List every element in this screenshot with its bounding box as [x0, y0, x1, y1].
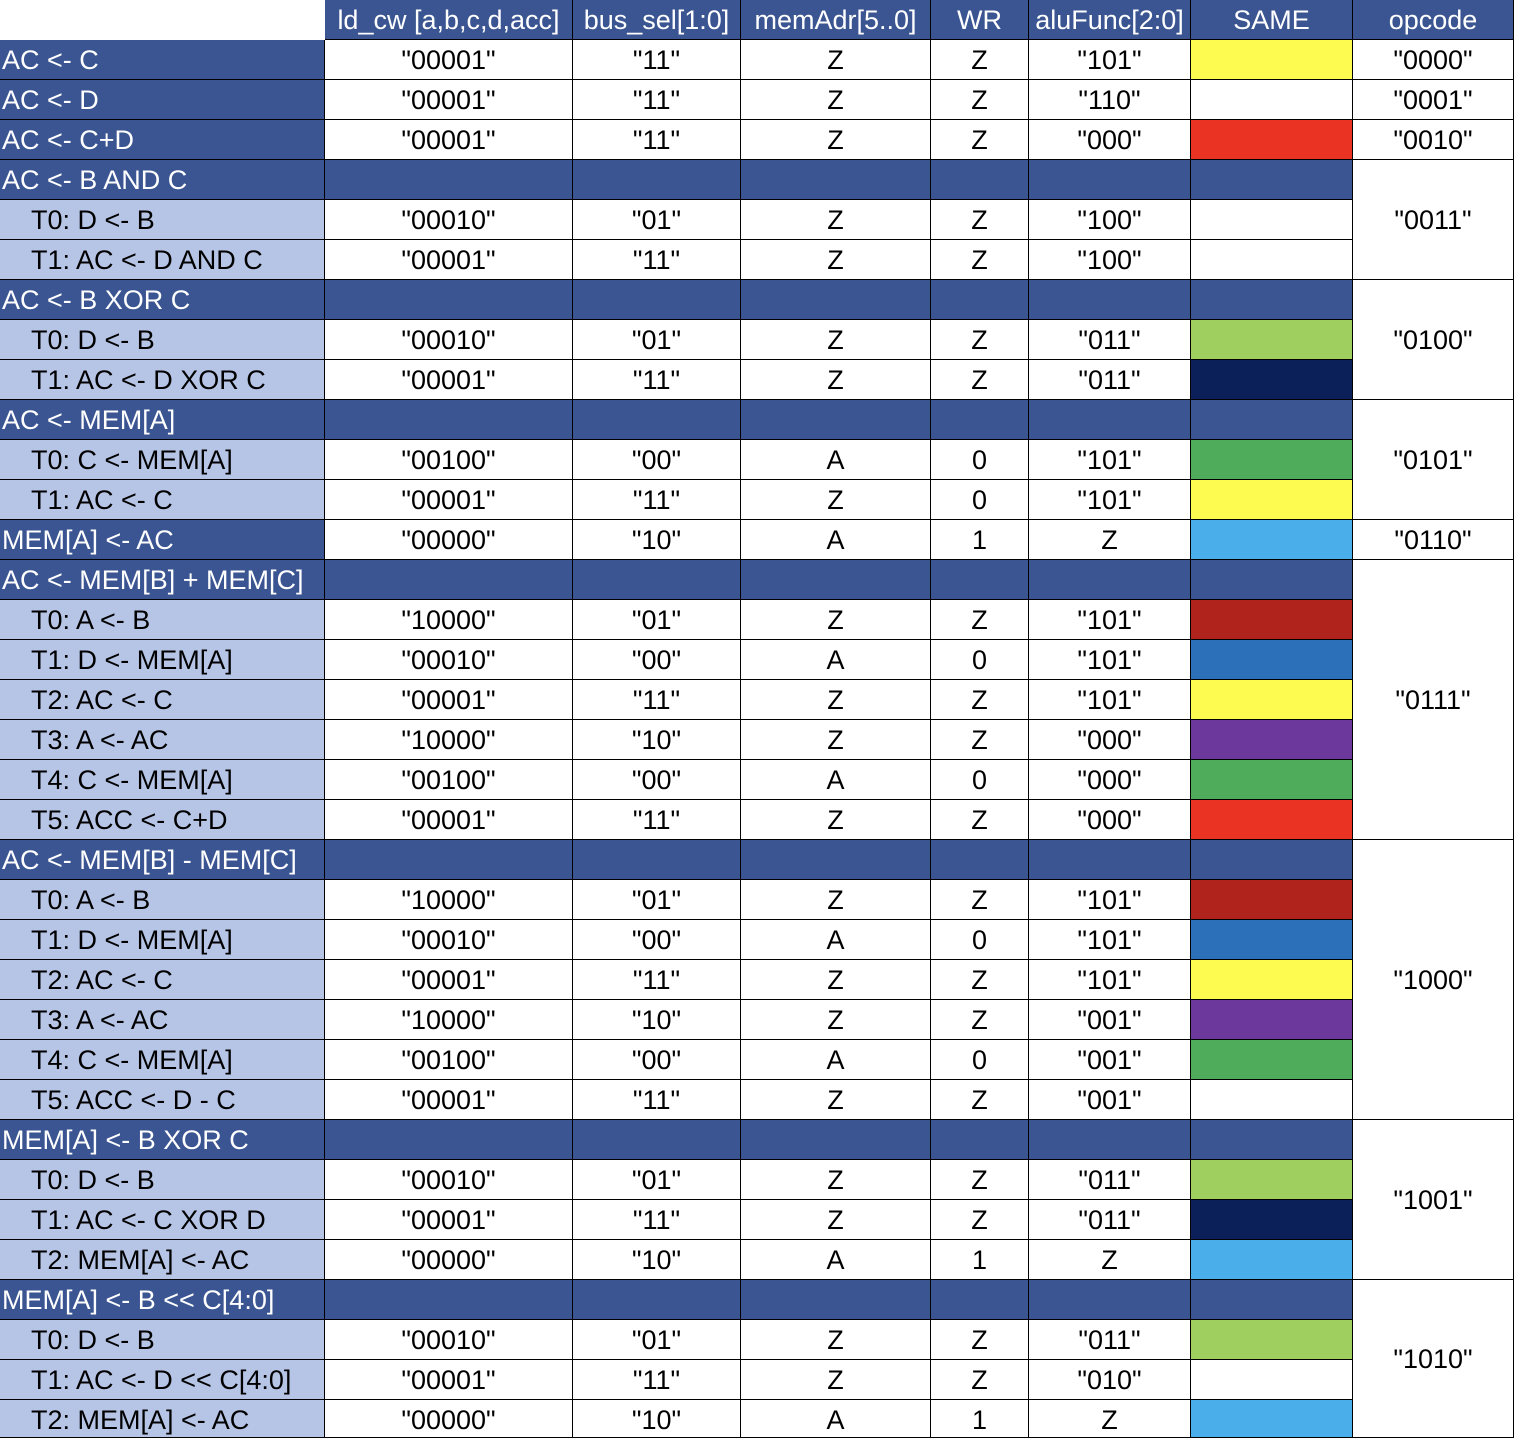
same-color-swatch [1191, 800, 1353, 840]
bus-sel-value: "11" [573, 1360, 741, 1400]
alu-func-value: Z [1029, 1400, 1191, 1438]
column-header-2: bus_sel[1:0] [573, 0, 741, 40]
mem-adr-value: A [741, 1400, 931, 1438]
ld-cw-value: "10000" [325, 880, 573, 920]
section-bar [1029, 1120, 1191, 1160]
section-bar [741, 560, 931, 600]
opcode-value: "0011" [1353, 160, 1514, 280]
section-bar [573, 160, 741, 200]
alu-func-value: "010" [1029, 1360, 1191, 1400]
section-bar [1191, 280, 1353, 320]
ld-cw-value: "00001" [325, 40, 573, 80]
wr-value: 0 [931, 1040, 1029, 1080]
same-color-swatch [1191, 1320, 1353, 1360]
section-bar [325, 560, 573, 600]
alu-func-value: "011" [1029, 320, 1191, 360]
step-label: T2: MEM[A] <- AC [0, 1400, 325, 1438]
mem-adr-value: Z [741, 1080, 931, 1120]
mem-adr-value: Z [741, 120, 931, 160]
alu-func-value: "000" [1029, 760, 1191, 800]
section-bar [325, 160, 573, 200]
same-color-swatch [1191, 80, 1353, 120]
mem-adr-value: Z [741, 1000, 931, 1040]
section-bar [1191, 1120, 1353, 1160]
step-label: T5: ACC <- D - C [0, 1080, 325, 1120]
bus-sel-value: "00" [573, 640, 741, 680]
mem-adr-value: A [741, 1240, 931, 1280]
ld-cw-value: "00001" [325, 80, 573, 120]
mem-adr-value: Z [741, 320, 931, 360]
bus-sel-value: "11" [573, 680, 741, 720]
opcode-value: "0111" [1353, 560, 1514, 840]
instruction-label: AC <- D [0, 80, 325, 120]
ld-cw-value: "00010" [325, 920, 573, 960]
ld-cw-value: "00010" [325, 200, 573, 240]
step-label: T2: AC <- C [0, 680, 325, 720]
step-label: T0: C <- MEM[A] [0, 440, 325, 480]
step-label: T0: D <- B [0, 200, 325, 240]
same-color-swatch [1191, 680, 1353, 720]
bus-sel-value: "10" [573, 1000, 741, 1040]
bus-sel-value: "11" [573, 800, 741, 840]
section-bar [1029, 280, 1191, 320]
instruction-label: AC <- C [0, 40, 325, 80]
ld-cw-value: "00010" [325, 1160, 573, 1200]
section-bar [931, 280, 1029, 320]
alu-func-value: "101" [1029, 480, 1191, 520]
column-header-5: aluFunc[2:0] [1029, 0, 1191, 40]
section-bar [325, 280, 573, 320]
section-bar [931, 560, 1029, 600]
alu-func-value: "101" [1029, 920, 1191, 960]
mem-adr-value: A [741, 640, 931, 680]
mem-adr-value: Z [741, 960, 931, 1000]
same-color-swatch [1191, 360, 1353, 400]
ld-cw-value: "00001" [325, 1360, 573, 1400]
ld-cw-value: "00001" [325, 680, 573, 720]
section-bar [1191, 400, 1353, 440]
same-color-swatch [1191, 1080, 1353, 1120]
bus-sel-value: "11" [573, 40, 741, 80]
opcode-value: "0001" [1353, 80, 1514, 120]
wr-value: Z [931, 240, 1029, 280]
ld-cw-value: "10000" [325, 1000, 573, 1040]
bus-sel-value: "11" [573, 240, 741, 280]
alu-func-value: "000" [1029, 800, 1191, 840]
ld-cw-value: "00001" [325, 240, 573, 280]
bus-sel-value: "11" [573, 960, 741, 1000]
step-label: T1: AC <- C [0, 480, 325, 520]
mem-adr-value: Z [741, 1200, 931, 1240]
wr-value: Z [931, 1000, 1029, 1040]
same-color-swatch [1191, 520, 1353, 560]
mem-adr-value: Z [741, 800, 931, 840]
opcode-value: "1001" [1353, 1120, 1514, 1280]
alu-func-value: "101" [1029, 680, 1191, 720]
bus-sel-value: "11" [573, 80, 741, 120]
section-bar [1029, 1280, 1191, 1320]
ld-cw-value: "00000" [325, 520, 573, 560]
ld-cw-value: "00001" [325, 120, 573, 160]
section-bar [931, 160, 1029, 200]
bus-sel-value: "01" [573, 880, 741, 920]
ld-cw-value: "00001" [325, 360, 573, 400]
mem-adr-value: A [741, 440, 931, 480]
wr-value: Z [931, 1080, 1029, 1120]
ld-cw-value: "10000" [325, 600, 573, 640]
section-bar [325, 1120, 573, 1160]
ld-cw-value: "00001" [325, 480, 573, 520]
wr-value: Z [931, 40, 1029, 80]
section-bar [325, 1280, 573, 1320]
ld-cw-value: "00001" [325, 1080, 573, 1120]
section-bar [741, 1120, 931, 1160]
ld-cw-value: "10000" [325, 720, 573, 760]
section-bar [325, 400, 573, 440]
opcode-value: "0110" [1353, 520, 1514, 560]
alu-func-value: "101" [1029, 440, 1191, 480]
same-color-swatch [1191, 200, 1353, 240]
step-label: T0: A <- B [0, 880, 325, 920]
same-color-swatch [1191, 1400, 1353, 1438]
ld-cw-value: "00000" [325, 1400, 573, 1438]
ld-cw-value: "00100" [325, 760, 573, 800]
alu-func-value: "101" [1029, 600, 1191, 640]
mem-adr-value: Z [741, 40, 931, 80]
wr-value: Z [931, 360, 1029, 400]
same-color-swatch [1191, 1240, 1353, 1280]
mem-adr-value: Z [741, 680, 931, 720]
wr-value: Z [931, 880, 1029, 920]
ld-cw-value: "00100" [325, 440, 573, 480]
wr-value: Z [931, 1200, 1029, 1240]
section-bar [1029, 560, 1191, 600]
section-bar [1029, 400, 1191, 440]
bus-sel-value: "11" [573, 480, 741, 520]
wr-value: 0 [931, 440, 1029, 480]
bus-sel-value: "11" [573, 360, 741, 400]
mem-adr-value: A [741, 920, 931, 960]
same-color-swatch [1191, 640, 1353, 680]
wr-value: Z [931, 600, 1029, 640]
wr-value: 0 [931, 640, 1029, 680]
ld-cw-value: "00010" [325, 640, 573, 680]
alu-func-value: "100" [1029, 240, 1191, 280]
bus-sel-value: "00" [573, 1040, 741, 1080]
mem-adr-value: Z [741, 600, 931, 640]
bus-sel-value: "11" [573, 1080, 741, 1120]
mem-adr-value: Z [741, 1160, 931, 1200]
wr-value: Z [931, 1360, 1029, 1400]
step-label: T1: D <- MEM[A] [0, 640, 325, 680]
same-color-swatch [1191, 880, 1353, 920]
section-bar [931, 400, 1029, 440]
ld-cw-value: "00001" [325, 960, 573, 1000]
section-bar [931, 1120, 1029, 1160]
step-label: T1: D <- MEM[A] [0, 920, 325, 960]
step-label: T2: MEM[A] <- AC [0, 1240, 325, 1280]
same-color-swatch [1191, 320, 1353, 360]
step-label: T1: AC <- D XOR C [0, 360, 325, 400]
wr-value: Z [931, 720, 1029, 760]
bus-sel-value: "10" [573, 1240, 741, 1280]
alu-func-value: "011" [1029, 1320, 1191, 1360]
step-label: T3: A <- AC [0, 720, 325, 760]
alu-func-value: "000" [1029, 120, 1191, 160]
wr-value: 1 [931, 1400, 1029, 1438]
ld-cw-value: "00001" [325, 1200, 573, 1240]
step-label: T1: AC <- D AND C [0, 240, 325, 280]
same-color-swatch [1191, 1360, 1353, 1400]
bus-sel-value: "00" [573, 920, 741, 960]
instruction-label: AC <- C+D [0, 120, 325, 160]
wr-value: 1 [931, 1240, 1029, 1280]
mem-adr-value: A [741, 760, 931, 800]
ld-cw-value: "00001" [325, 800, 573, 840]
same-color-swatch [1191, 1200, 1353, 1240]
step-label: T0: A <- B [0, 600, 325, 640]
wr-value: Z [931, 200, 1029, 240]
instruction-label: AC <- MEM[B] - MEM[C] [0, 840, 325, 880]
bus-sel-value: "01" [573, 1320, 741, 1360]
alu-func-value: Z [1029, 520, 1191, 560]
mem-adr-value: Z [741, 1360, 931, 1400]
column-header-7: opcode [1353, 0, 1514, 40]
section-bar [741, 160, 931, 200]
opcode-value: "1000" [1353, 840, 1514, 1120]
instruction-label: AC <- MEM[B] + MEM[C] [0, 560, 325, 600]
section-bar [1191, 840, 1353, 880]
wr-value: Z [931, 80, 1029, 120]
instruction-label: MEM[A] <- AC [0, 520, 325, 560]
instruction-label: MEM[A] <- B XOR C [0, 1120, 325, 1160]
alu-func-value: "011" [1029, 360, 1191, 400]
step-label: T4: C <- MEM[A] [0, 1040, 325, 1080]
same-color-swatch [1191, 920, 1353, 960]
section-bar [573, 1280, 741, 1320]
instruction-label: AC <- MEM[A] [0, 400, 325, 440]
section-bar [573, 280, 741, 320]
alu-func-value: Z [1029, 1240, 1191, 1280]
section-bar [325, 840, 573, 880]
alu-func-value: "011" [1029, 1200, 1191, 1240]
bus-sel-value: "10" [573, 520, 741, 560]
step-label: T0: D <- B [0, 1160, 325, 1200]
ld-cw-value: "00000" [325, 1240, 573, 1280]
opcode-value: "0100" [1353, 280, 1514, 400]
section-bar [741, 400, 931, 440]
alu-func-value: "011" [1029, 1160, 1191, 1200]
step-label: T5: ACC <- C+D [0, 800, 325, 840]
alu-func-value: "001" [1029, 1080, 1191, 1120]
step-label: T1: AC <- C XOR D [0, 1200, 325, 1240]
same-color-swatch [1191, 1040, 1353, 1080]
bus-sel-value: "10" [573, 1400, 741, 1438]
same-color-swatch [1191, 600, 1353, 640]
ld-cw-value: "00100" [325, 1040, 573, 1080]
section-bar [1191, 560, 1353, 600]
instruction-label: AC <- B XOR C [0, 280, 325, 320]
same-color-swatch [1191, 440, 1353, 480]
step-label: T2: AC <- C [0, 960, 325, 1000]
ld-cw-value: "00010" [325, 1320, 573, 1360]
same-color-swatch [1191, 760, 1353, 800]
same-color-swatch [1191, 120, 1353, 160]
step-label: T1: AC <- D << C[4:0] [0, 1360, 325, 1400]
wr-value: Z [931, 1320, 1029, 1360]
same-color-swatch [1191, 240, 1353, 280]
opcode-value: "0010" [1353, 120, 1514, 160]
wr-value: 0 [931, 480, 1029, 520]
mem-adr-value: Z [741, 480, 931, 520]
section-bar [573, 840, 741, 880]
alu-func-value: "101" [1029, 960, 1191, 1000]
same-color-swatch [1191, 720, 1353, 760]
bus-sel-value: "11" [573, 1200, 741, 1240]
step-label: T3: A <- AC [0, 1000, 325, 1040]
step-label: T0: D <- B [0, 320, 325, 360]
mem-adr-value: Z [741, 1320, 931, 1360]
same-color-swatch [1191, 1000, 1353, 1040]
bus-sel-value: "01" [573, 200, 741, 240]
wr-value: 0 [931, 920, 1029, 960]
mem-adr-value: A [741, 1040, 931, 1080]
alu-func-value: "101" [1029, 40, 1191, 80]
same-color-swatch [1191, 40, 1353, 80]
mem-adr-value: Z [741, 240, 931, 280]
alu-func-value: "101" [1029, 640, 1191, 680]
column-header-1: ld_cw [a,b,c,d,acc] [325, 0, 573, 40]
bus-sel-value: "01" [573, 600, 741, 640]
wr-value: Z [931, 800, 1029, 840]
wr-value: 0 [931, 760, 1029, 800]
same-color-swatch [1191, 480, 1353, 520]
bus-sel-value: "10" [573, 720, 741, 760]
alu-func-value: "000" [1029, 720, 1191, 760]
alu-func-value: "001" [1029, 1040, 1191, 1080]
opcode-value: "0101" [1353, 400, 1514, 520]
wr-value: 1 [931, 520, 1029, 560]
column-header-4: WR [931, 0, 1029, 40]
alu-func-value: "110" [1029, 80, 1191, 120]
section-bar [931, 840, 1029, 880]
section-bar [741, 840, 931, 880]
step-label: T0: D <- B [0, 1320, 325, 1360]
ld-cw-value: "00010" [325, 320, 573, 360]
alu-func-value: "001" [1029, 1000, 1191, 1040]
opcode-value: "1010" [1353, 1280, 1514, 1438]
mem-adr-value: Z [741, 80, 931, 120]
mem-adr-value: Z [741, 880, 931, 920]
opcode-value: "0000" [1353, 40, 1514, 80]
wr-value: Z [931, 1160, 1029, 1200]
wr-value: Z [931, 960, 1029, 1000]
wr-value: Z [931, 120, 1029, 160]
wr-value: Z [931, 680, 1029, 720]
bus-sel-value: "01" [573, 320, 741, 360]
bus-sel-value: "00" [573, 760, 741, 800]
column-header-3: memAdr[5..0] [741, 0, 931, 40]
bus-sel-value: "01" [573, 1160, 741, 1200]
mem-adr-value: Z [741, 200, 931, 240]
mem-adr-value: Z [741, 720, 931, 760]
alu-func-value: "100" [1029, 200, 1191, 240]
instruction-label: AC <- B AND C [0, 160, 325, 200]
section-bar [1191, 160, 1353, 200]
instruction-label: MEM[A] <- B << C[4:0] [0, 1280, 325, 1320]
wr-value: Z [931, 320, 1029, 360]
mem-adr-value: A [741, 520, 931, 560]
section-bar [741, 1280, 931, 1320]
section-bar [573, 560, 741, 600]
same-color-swatch [1191, 1160, 1353, 1200]
bus-sel-value: "11" [573, 120, 741, 160]
section-bar [1029, 160, 1191, 200]
same-color-swatch [1191, 960, 1353, 1000]
bus-sel-value: "00" [573, 440, 741, 480]
section-bar [741, 280, 931, 320]
step-label: T4: C <- MEM[A] [0, 760, 325, 800]
section-bar [1029, 840, 1191, 880]
mem-adr-value: Z [741, 360, 931, 400]
column-header-6: SAME [1191, 0, 1353, 40]
section-bar [573, 400, 741, 440]
section-bar [573, 1120, 741, 1160]
section-bar [931, 1280, 1029, 1320]
header-corner [0, 0, 325, 40]
alu-func-value: "101" [1029, 880, 1191, 920]
section-bar [1191, 1280, 1353, 1320]
